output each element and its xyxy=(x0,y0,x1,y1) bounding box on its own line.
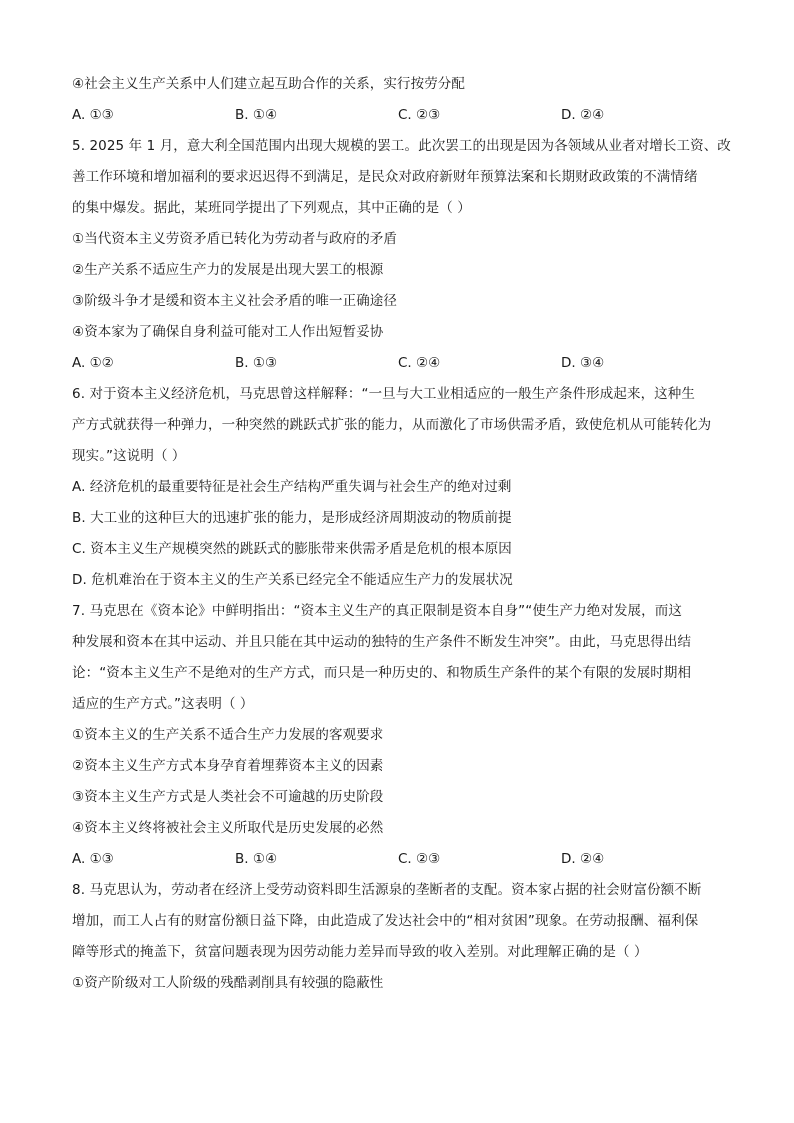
q4-option-a: A. ①③ xyxy=(72,107,114,123)
q7-item-2: ②资本主义生产方式本身孕育着埋葬资本主义的因素 xyxy=(72,758,384,774)
q5-stem-line-3: 的集中爆发。据此，某班同学提出了下列观点，其中正确的是（ ） xyxy=(72,200,471,216)
q5-stem-line-1: 5. 2025 年 1 月，意大利全国范围内出现大规模的罢工。此次罢工的出现是因为各领域从业者对增长工资、改 xyxy=(72,138,731,154)
q6-stem-line-1: 6. 对于资本主义经济危机，马克思曾这样解释：“一旦与大工业相适应的一般生产条件形成起来，这种生 xyxy=(72,386,695,402)
q5-option-a: A. ①② xyxy=(72,355,114,371)
q5-item-1: ①当代资本主义劳资矛盾已转化为劳动者与政府的矛盾 xyxy=(72,231,398,247)
q7-option-a: A. ①③ xyxy=(72,851,114,867)
q8-stem-line-3: 障等形式的掩盖下，贫富问题表现为因劳动能力差异而导致的收入差别。对此理解正确的是（ ） xyxy=(72,944,648,960)
q7-option-c: C. ②③ xyxy=(398,851,441,867)
q8-stem-line-1: 8. 马克思认为，劳动者在经济上受劳动资料即生活源泉的垄断者的支配。资本家占据的社会财富份额不断 xyxy=(72,882,702,898)
q5-options xyxy=(72,353,724,373)
q4-option-b: B. ①④ xyxy=(235,107,278,123)
q7-options xyxy=(72,849,724,869)
q8-item-1: ①资产阶级对工人阶级的残酷剥削具有较强的隐蔽性 xyxy=(72,975,384,991)
q7-option-d: D. ②④ xyxy=(561,851,605,867)
q7-option-b: B. ①④ xyxy=(235,851,278,867)
q6-choice-a: A. 经济危机的最重要特征是社会生产结构严重失调与社会生产的绝对过剩 xyxy=(72,479,512,495)
q5-item-3: ③阶级斗争才是缓和资本主义社会矛盾的唯一正确途径 xyxy=(72,293,398,309)
q6-choice-c: C. 资本主义生产规模突然的跳跃式的膨胀带来供需矛盾是危机的根本原因 xyxy=(72,541,512,557)
q5-option-c: C. ②④ xyxy=(398,355,441,371)
q4-options xyxy=(72,105,724,125)
q4-option-c: C. ②③ xyxy=(398,107,441,123)
q5-option-d: D. ③④ xyxy=(561,355,605,371)
exam-page xyxy=(72,74,731,1004)
q7-item-1: ①资本主义的生产关系不适合生产力发展的客观要求 xyxy=(72,727,384,743)
q5-option-b: B. ①③ xyxy=(235,355,278,371)
q7-item-4: ④资本主义终将被社会主义所取代是历史发展的必然 xyxy=(72,820,384,836)
q7-stem-line-3: 论：“资本主义生产不是绝对的生产方式，而只是一种历史的、和物质生产条件的某个有限的发展时期相 xyxy=(72,665,692,681)
q6-stem-line-3: 现实。”这说明（ ） xyxy=(72,448,186,464)
q5-item-4: ④资本家为了确保自身利益可能对工人作出短暂妥协 xyxy=(72,324,384,340)
q7-item-3: ③资本主义生产方式是人类社会不可逾越的历史阶段 xyxy=(72,789,384,805)
q6-choice-d: D. 危机难治在于资本主义的生产关系已经完全不能适应生产力的发展状况 xyxy=(72,572,513,588)
q7-stem-line-4: 适应的生产方式。”这表明（ ） xyxy=(72,696,254,712)
q4-item-4: ④社会主义生产关系中人们建立起互助合作的关系，实行按劳分配 xyxy=(72,76,466,92)
q6-choice-b: B. 大工业的这种巨大的迅速扩张的能力，是形成经济周期波动的物质前提 xyxy=(72,510,512,526)
q7-stem-line-1: 7. 马克思在《资本论》中鲜明指出：“资本主义生产的真正限制是资本自身”“使生产力绝对发展，而这 xyxy=(72,603,682,619)
q7-stem-line-2: 种发展和资本在其中运动、并且只能在其中运动的独特的生产条件不断发生冲突”。由此，马克思得出结 xyxy=(72,634,692,650)
q8-stem-line-2: 增加，而工人占有的财富份额日益下降，由此造成了发达社会中的“相对贫困”现象。在劳动报酬、福利保 xyxy=(72,913,699,929)
q4-option-d: D. ②④ xyxy=(561,107,605,123)
q5-item-2: ②生产关系不适应生产力的发展是出现大罢工的根源 xyxy=(72,262,384,278)
q5-stem-line-2: 善工作环境和增加福利的要求迟迟得不到满足，是民众对政府新财年预算法案和长期财政政策的不满情绪 xyxy=(72,169,698,185)
q6-stem-line-2: 产方式就获得一种弹力，一种突然的跳跃式扩张的能力，从而激化了市场供需矛盾，致使危机从可能转化为 xyxy=(72,417,712,433)
